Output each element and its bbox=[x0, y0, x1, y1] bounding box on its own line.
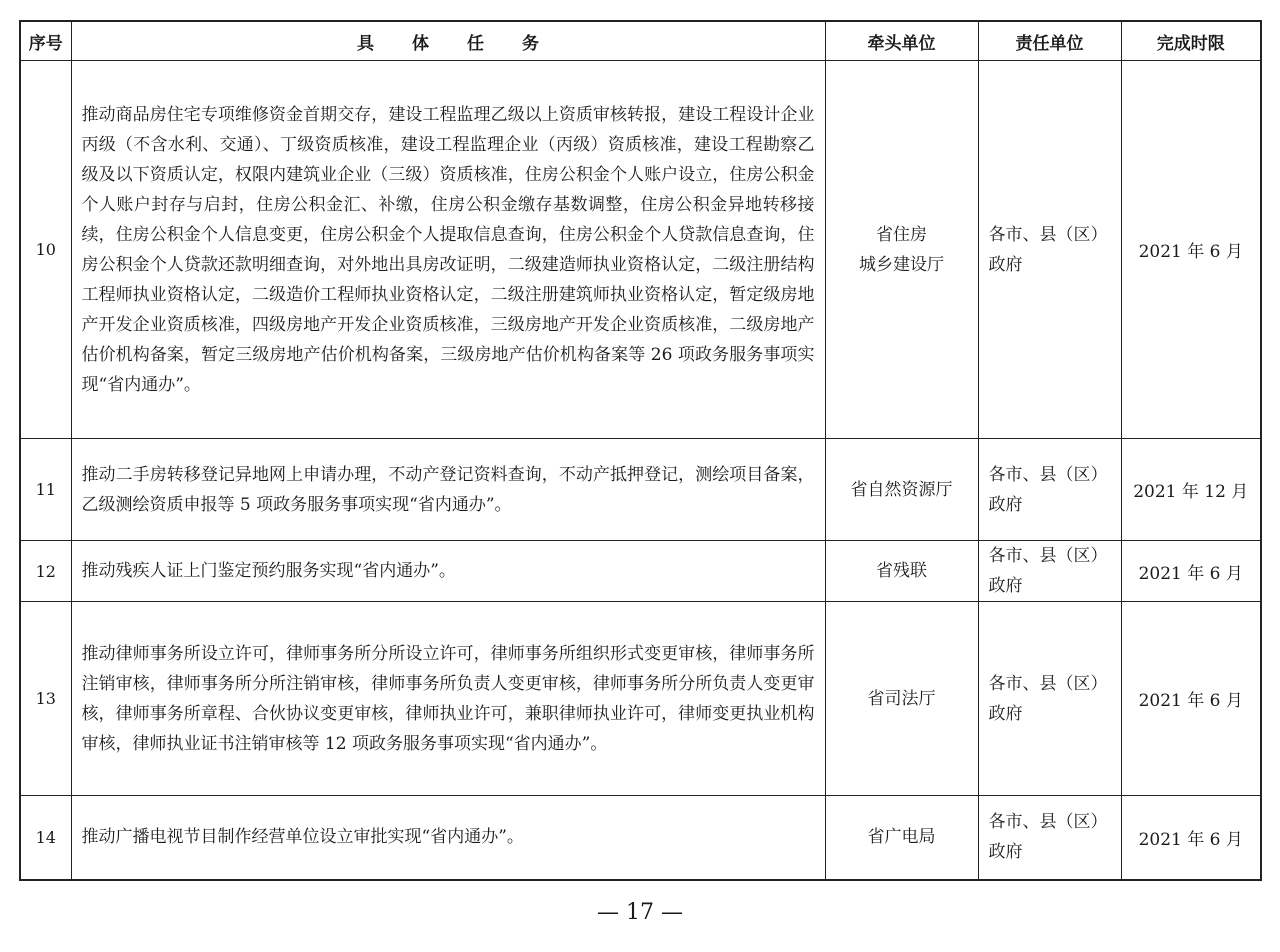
table-row bbox=[20, 602, 1261, 796]
row-task: 推动律师事务所设立许可，律师事务所分所设立许可，律师事务所组织形式变更审核，律师事务所注销审核，律师事务所分所注销审核，律师事务所负责人变更审核，律师事务所分所负责人变更审核，律师事务所章程、合伙协议变更审核，律师执业许可，兼职律师执业许可，律师变更执业机构审核，律师执业证书注销审核等 12 项政务服务事项实现“省内通办”。 bbox=[71, 602, 825, 796]
resp-line: 政府 bbox=[988, 494, 1023, 515]
table-row bbox=[20, 541, 1261, 602]
header-deadline: 完成时限 bbox=[1121, 21, 1261, 61]
row-lead bbox=[825, 439, 978, 541]
resp-line: 各市、县（区） bbox=[988, 812, 1108, 833]
header-lead: 牵头单位 bbox=[825, 21, 978, 61]
row-resp bbox=[978, 439, 1121, 541]
row-num: 14 bbox=[20, 796, 71, 880]
resp-line: 各市、县（区） bbox=[988, 546, 1108, 566]
row-lead bbox=[825, 541, 978, 602]
lead-line: 省司法厅 bbox=[867, 688, 936, 709]
lead-line: 省广电局 bbox=[867, 827, 936, 848]
resp-line: 政府 bbox=[988, 576, 1023, 596]
task-table-wrapper bbox=[19, 20, 1260, 881]
lead-line: 省住房 bbox=[876, 224, 927, 245]
row-deadline: 2021 年 12 月 bbox=[1121, 439, 1261, 541]
table-header-row bbox=[20, 21, 1261, 61]
lead-line: 城乡建设厅 bbox=[859, 254, 944, 275]
table-row bbox=[20, 61, 1261, 439]
lead-line: 省自然资源厅 bbox=[850, 479, 953, 500]
row-task: 推动商品房住宅专项维修资金首期交存，建设工程监理乙级以上资质审核转报，建设工程设计企业丙级（不含水利、交通）、丁级资质核准，建设工程监理企业（丙级）资质核准，建设工程勘察乙级及以下资质认定，权限内建筑业企业（三级）资质核准，住房公积金个人账户设立，住房公积金个人账户封存与启封，住房公积金汇、补缴，住房公积金缴存基数调整，住房公积金异地转移接续，住房公积金个人信息变更，住房公积金个人提取信息查询，住房公积金个人贷款信息查询，住房公积金个人贷款还款明细查询，对外地出具房改证明，二级建造师执业资格认定，二级注册结构工程师执业资格认定，二级造价工程师执业资格认定，二级注册建筑师执业资格认定，暂定级房地产开发企业资质核准，四级房地产开发企业资质核准，三级房地产开发企业资质核准，二级房地产估价机构备案，暂定三级房地产估价机构备案，三级房地产估价机构备案等 26 项政务服务事项实现“省内通办”。 bbox=[71, 61, 825, 439]
row-task: 推动二手房转移登记异地网上申请办理，不动产登记资料查询，不动产抵押登记，测绘项目备案，乙级测绘资质申报等 5 项政务服务事项实现“省内通办”。 bbox=[71, 439, 825, 541]
row-resp bbox=[978, 602, 1121, 796]
row-task: 推动广播电视节目制作经营单位设立审批实现“省内通办”。 bbox=[71, 796, 825, 880]
table-row bbox=[20, 796, 1261, 880]
table-row bbox=[20, 439, 1261, 541]
row-num: 11 bbox=[20, 439, 71, 541]
row-deadline: 2021 年 6 月 bbox=[1121, 796, 1261, 880]
row-deadline: 2021 年 6 月 bbox=[1121, 61, 1261, 439]
row-resp bbox=[978, 541, 1121, 602]
lead-line: 省残联 bbox=[876, 561, 927, 581]
row-task: 推动残疾人证上门鉴定预约服务实现“省内通办”。 bbox=[71, 541, 825, 602]
resp-line: 政府 bbox=[988, 254, 1023, 275]
resp-line: 各市、县（区） bbox=[988, 673, 1108, 694]
row-lead bbox=[825, 796, 978, 880]
row-lead bbox=[825, 602, 978, 796]
row-resp bbox=[978, 796, 1121, 880]
task-table bbox=[19, 20, 1262, 881]
row-num: 10 bbox=[20, 61, 71, 439]
header-task: 具体任务 bbox=[71, 21, 825, 61]
row-deadline: 2021 年 6 月 bbox=[1121, 541, 1261, 602]
resp-line: 各市、县（区） bbox=[988, 464, 1108, 485]
resp-line: 各市、县（区） bbox=[988, 224, 1108, 245]
row-resp bbox=[978, 61, 1121, 439]
row-num: 12 bbox=[20, 541, 71, 602]
resp-line: 政府 bbox=[988, 703, 1023, 724]
row-num: 13 bbox=[20, 602, 71, 796]
page-number: — 17 — bbox=[597, 900, 683, 925]
row-lead bbox=[825, 61, 978, 439]
row-deadline: 2021 年 6 月 bbox=[1121, 602, 1261, 796]
resp-line: 政府 bbox=[988, 842, 1023, 863]
header-num: 序号 bbox=[20, 21, 71, 61]
header-resp: 责任单位 bbox=[978, 21, 1121, 61]
